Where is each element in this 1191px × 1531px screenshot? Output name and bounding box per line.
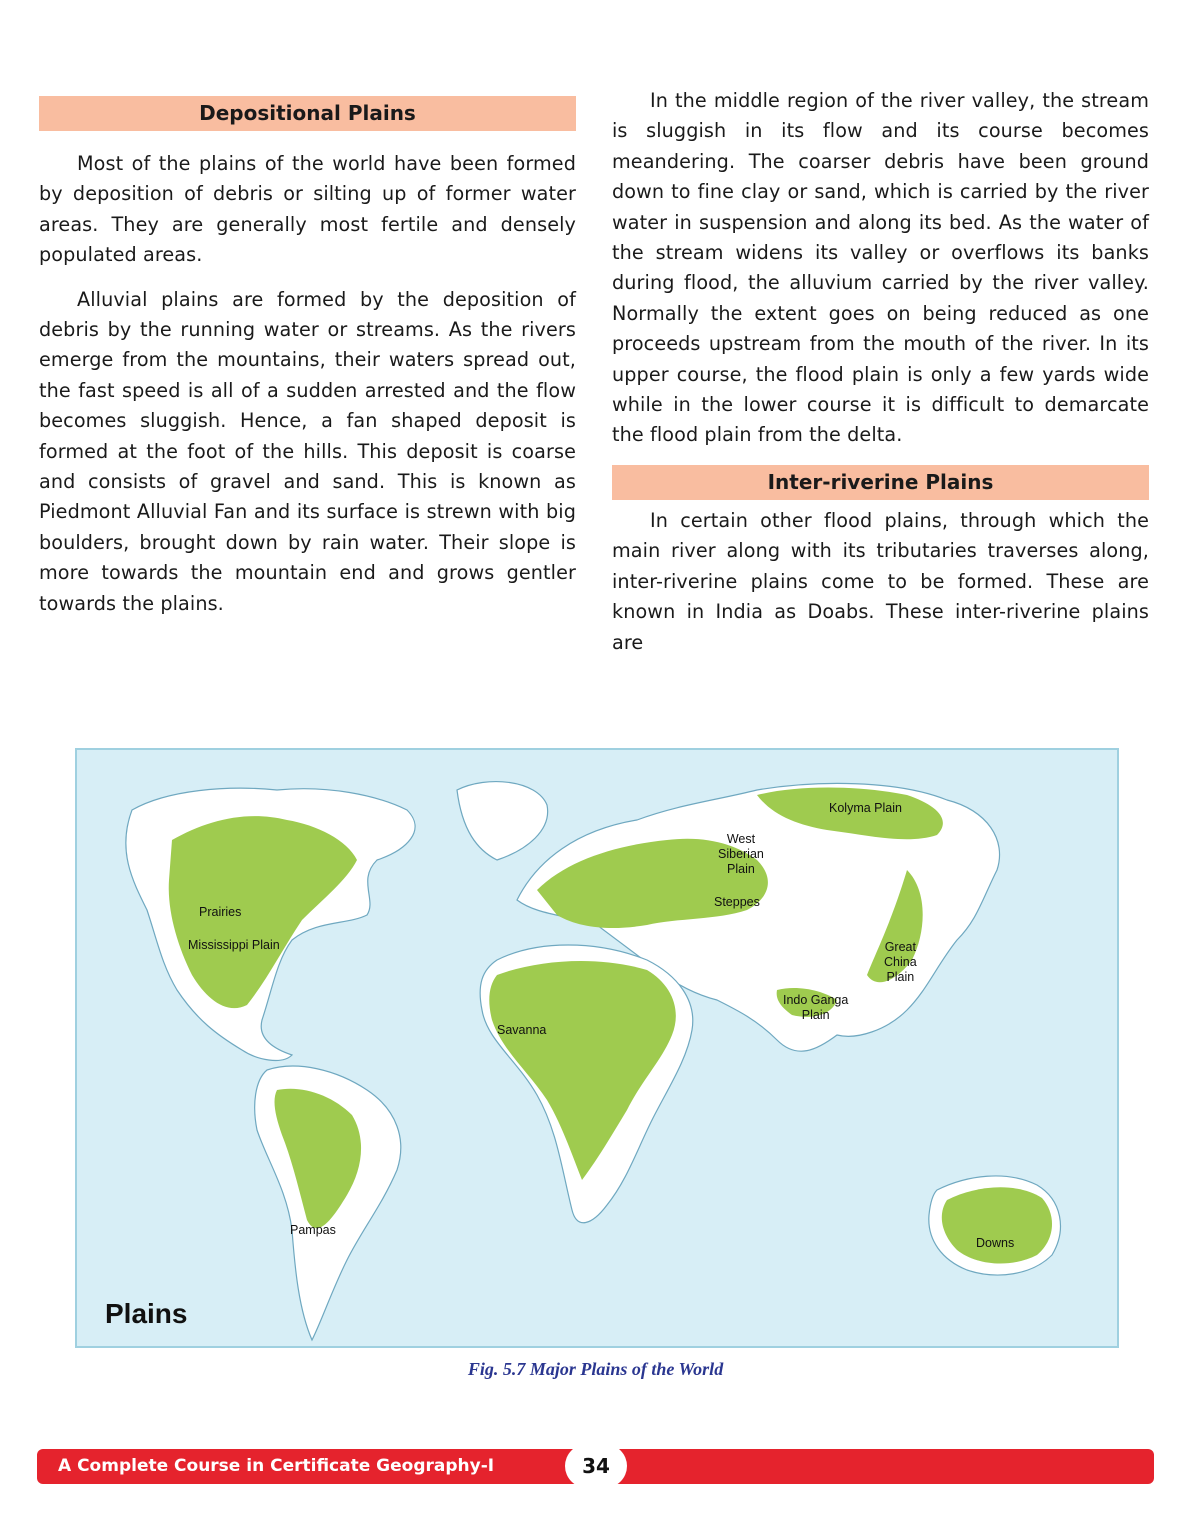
paragraph: In the middle region of the river valley, the stream is sluggish in its flow and its course becomes meandering. The coarser debris have been ground down to fine clay or sand, which is carried by the river water in suspension and along its bed. As the water of the stream widens its valley or overflows its banks during flood, the alluvium carried by the river valley. Normally the extent goes on being reduced as one proceeds upstream from the mouth of the river. In its upper course, the flood plain is only a few yards wide while in the lower course it is difficult to demarcate the flood plain from the delta. [612, 89, 1149, 447]
label-great-china-plain: Great China Plain [884, 940, 917, 984]
label-savanna: Savanna [497, 1023, 547, 1037]
label-steppes: Steppes [714, 895, 760, 909]
label-west-siberian-plain: West Siberian Plain [718, 832, 764, 876]
section-heading-inter-riverine-plains: Inter-riverine Plains [612, 465, 1149, 500]
left-column [39, 86, 576, 633]
label-indo-ganga-plain: Indo Ganga Plain [783, 993, 849, 1022]
right-column [612, 86, 1149, 672]
label-kolyma-plain: Kolyma Plain [829, 801, 902, 815]
paragraph: Alluvial plains are formed by the deposition of debris by the running water or streams. As the rivers emerge from the mountains, their waters spread out, the fast speed is all of a sudden arrested and the flow becomes sluggish. Hence, a fan shaped deposit is formed at the foot of the hills. This deposit is coarse and consists of gravel and sand. This is known as Piedmont Alluvial Fan and its surface is strewn with big boulders, brought down by rain water. Their slope is more towards the mountain end and grows gentler towards the plains. [39, 287, 576, 615]
paragraph: In certain other flood plains, through which the main river along with its tributaries traverses along, inter-riverine plains come to be formed. These are known in India as Doabs. These inter-riverine plains are [612, 508, 1149, 654]
section-heading-depositional-plains: Depositional Plains [39, 96, 576, 131]
footer-book-title: A Complete Course in Certificate Geography-I [58, 1456, 495, 1476]
greenland-landmass [457, 782, 548, 860]
world-plains-map [75, 748, 1119, 1348]
figure-caption: Fig. 5.7 Major Plains of the World [467, 1359, 724, 1379]
page-number: 34 [565, 1444, 627, 1488]
map-title: Plains [105, 1298, 188, 1329]
africa-plains [489, 961, 676, 1180]
label-mississippi-plain: Mississippi Plain [188, 938, 280, 952]
world-map-graphic [77, 750, 1117, 1346]
paragraph: Most of the plains of the world have been formed by deposition of debris or silting up of former water areas. They are generally most fertile and densely populated areas. [39, 152, 576, 267]
label-downs: Downs [976, 1236, 1015, 1250]
label-pampas: Pampas [290, 1223, 336, 1237]
label-prairies: Prairies [199, 905, 242, 919]
